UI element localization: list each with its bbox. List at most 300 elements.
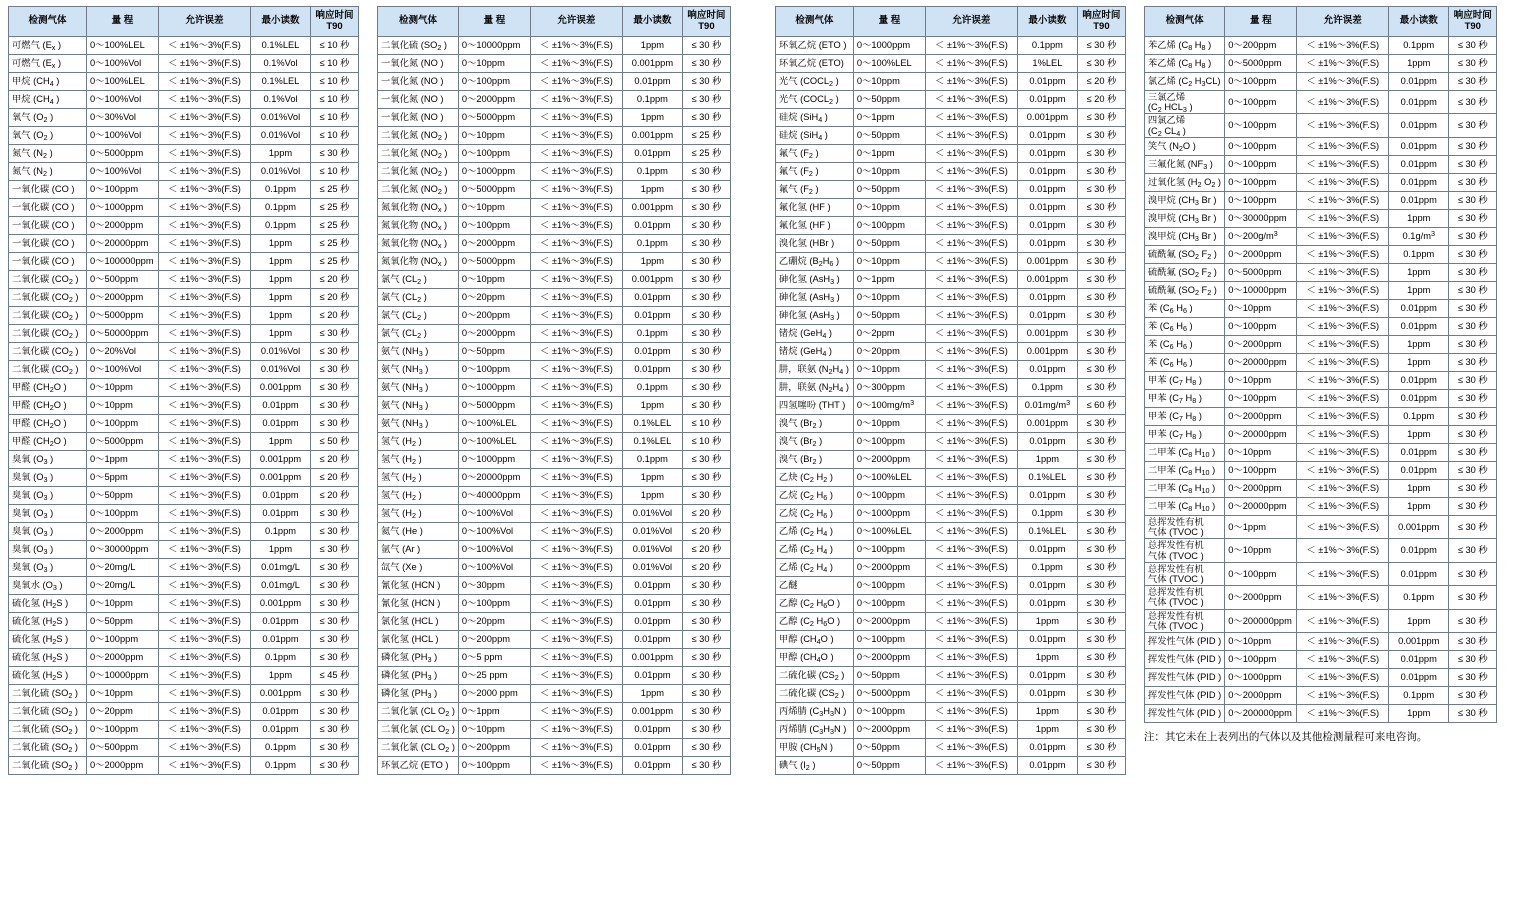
cell-range: 0～1ppm [853,145,925,163]
cell-tolerance: ＜ ±1%～3%(F.S) [925,631,1017,649]
cell-response: ≤ 10 秒 [311,73,359,91]
table-row [775,235,1125,253]
cell-tolerance: ＜ ±1%～3%(F.S) [159,451,251,469]
cell-gas: 一氧化氮 (NO ) [378,73,459,91]
cell-tolerance: ＜ ±1%～3%(F.S) [159,541,251,559]
cell-range: 0～50ppm [853,757,925,775]
cell-response: ≤ 30 秒 [1449,443,1497,461]
table-row [378,73,731,91]
table-row [775,757,1125,775]
table-row [775,73,1125,91]
cell-resolution: 0.01ppm [1389,539,1449,562]
cell-tolerance: ＜ ±1%～3%(F.S) [530,127,622,145]
table-row [1144,669,1496,687]
cell-response: ≤ 30 秒 [1449,335,1497,353]
cell-response: ≤ 30 秒 [1077,577,1125,595]
table-block-4 [1144,6,1497,744]
table-row [378,397,731,415]
cell-resolution: 1ppm [622,469,682,487]
cell-range: 0～2000ppm [458,325,530,343]
cell-gas: 二氧化碳 ($CO_2$ ) [9,361,87,379]
table-body-3 [775,37,1125,775]
cell-tolerance: ＜ ±1%～3%(F.S) [925,73,1017,91]
cell-tolerance: ＜ ±1%～3%(F.S) [925,451,1017,469]
cell-resolution: 0.01ppm [1017,127,1077,145]
cell-range: 0～100000ppm [87,253,159,271]
cell-gas: 光气 ($COCL_2$ ) [775,73,853,91]
table-row [378,703,731,721]
cell-tolerance: ＜ ±1%～3%(F.S) [925,739,1017,757]
cell-range: 0～100ppm [87,505,159,523]
table-row [378,505,731,523]
cell-gas: 锗烷 (GeH$_4$ ) [775,343,853,361]
cell-response: ≤ 30 秒 [682,703,730,721]
cell-tolerance: ＜ ±1%～3%(F.S) [530,253,622,271]
cell-response: ≤ 30 秒 [1077,757,1125,775]
cell-resolution: 0.01%Vol [622,559,682,577]
cell-resolution: 0.1ppm [622,163,682,181]
cell-response: ≤ 30 秒 [1077,487,1125,505]
table-row [378,325,731,343]
cell-gas: 总挥发性有机 气体 (TVOC ) [1144,562,1224,585]
cell-range: 0～50ppm [87,613,159,631]
cell-gas: 氨气 ($NH_3$ ) [378,343,459,361]
table-row [378,595,731,613]
cell-range: 0～1ppm [458,703,530,721]
cell-resolution: 1ppm [622,685,682,703]
cell-tolerance: ＜ ±1%～3%(F.S) [159,397,251,415]
cell-resolution: 1ppm [1389,425,1449,443]
cell-response: ≤ 30 秒 [1077,127,1125,145]
cell-response: ≤ 20 秒 [311,451,359,469]
cell-resolution: 0.01ppm [622,667,682,685]
cell-response: ≤ 30 秒 [682,217,730,235]
table-row [775,595,1125,613]
cell-range: 0～20000ppm [1225,425,1297,443]
cell-gas: 乙烷 ($C_2$ $H_6$ ) [775,505,853,523]
cell-response: ≤ 20 秒 [682,523,730,541]
cell-tolerance: ＜ ±1%～3%(F.S) [159,505,251,523]
cell-range: 0～10ppm [853,289,925,307]
cell-range: 0～200000ppm [1225,705,1297,723]
cell-resolution: 0.01ppm [1389,299,1449,317]
table-row [1144,263,1496,281]
cell-gas: 硫酰氟 ($SO_2$ $F_2$ ) [1144,281,1224,299]
table-row [1144,609,1496,632]
cell-resolution: 0.1ppm [1389,37,1449,55]
table-row [378,217,731,235]
cell-range: 0～10ppm [853,199,925,217]
cell-gas: 锗烷 (GeH$_4$ ) [775,325,853,343]
cell-resolution: 0.01mg/L [251,559,311,577]
table-columns [8,6,1524,775]
cell-gas: 四氯乙烯 ($C_2$ $CL_4$ ) [1144,114,1224,137]
cell-range: 0～1000ppm [458,379,530,397]
cell-range: 0～100ppm [458,217,530,235]
cell-resolution: 0.01ppm [622,361,682,379]
cell-range: 0～2000ppm [458,91,530,109]
table-row [378,541,731,559]
cell-tolerance: ＜ ±1%～3%(F.S) [530,37,622,55]
cell-range: 0～100ppm [853,487,925,505]
cell-tolerance: ＜ ±1%～3%(F.S) [925,127,1017,145]
cell-response: ≤ 30 秒 [1077,217,1125,235]
cell-gas: 硅烷 (SiH$_4$ ) [775,109,853,127]
table-row [1144,73,1496,91]
cell-gas: 挥发性气体 (PID ) [1144,705,1224,723]
cell-resolution: 0.01ppm [1017,199,1077,217]
cell-gas: 氢气 ($H_2$ ) [378,451,459,469]
table-body-2 [378,37,731,775]
cell-resolution: 1ppm [251,307,311,325]
cell-range: 0～30000ppm [87,541,159,559]
cell-gas: 臭氧 ($O_3$ ) [9,559,87,577]
cell-response: ≤ 30 秒 [682,307,730,325]
cell-range: 0～50ppm [87,487,159,505]
cell-resolution: 1ppm [1389,497,1449,515]
cell-resolution: 0.01ppm [1017,361,1077,379]
table-row [1144,586,1496,609]
table-row [9,325,359,343]
cell-gas: 硫酰氟 ($SO_2$ $F_2$ ) [1144,263,1224,281]
cell-response: ≤ 20 秒 [311,307,359,325]
cell-tolerance: ＜ ±1%～3%(F.S) [925,577,1017,595]
cell-response: ≤ 30 秒 [1449,371,1497,389]
table-row [775,631,1125,649]
cell-response: ≤ 30 秒 [682,613,730,631]
table-row [775,271,1125,289]
cell-range: 0～2000ppm [1225,586,1297,609]
cell-range: 0～5 ppm [458,649,530,667]
cell-gas: 肼，联氨 ($N_2H_4$ ) [775,379,853,397]
cell-tolerance: ＜ ±1%～3%(F.S) [1297,191,1389,209]
cell-response: ≤ 30 秒 [682,685,730,703]
cell-resolution: 0.1%LEL [251,37,311,55]
table-row [775,307,1125,325]
table-row [775,361,1125,379]
cell-tolerance: ＜ ±1%～3%(F.S) [1297,705,1389,723]
cell-resolution: 0.01ppm [1389,191,1449,209]
table-header-row [775,7,1125,37]
cell-range: 0～2000ppm [1225,245,1297,263]
cell-resolution: 0.01ppm [1017,145,1077,163]
cell-resolution: 0.01ppm [1017,487,1077,505]
cell-tolerance: ＜ ±1%～3%(F.S) [1297,407,1389,425]
cell-resolution: 1ppm [622,397,682,415]
cell-range: 0～100ppm [1225,155,1297,173]
cell-response: ≤ 30 秒 [1077,451,1125,469]
cell-gas: 溴气 ($Br_2$ ) [775,415,853,433]
cell-range: 0～20ppm [853,343,925,361]
table-row [378,289,731,307]
cell-tolerance: ＜ ±1%～3%(F.S) [530,523,622,541]
cell-resolution: 0.01ppm [622,595,682,613]
table-row [9,595,359,613]
cell-response: ≤ 30 秒 [1449,263,1497,281]
cell-range: 0～50ppm [853,91,925,109]
cell-range: 0～5000ppm [458,181,530,199]
cell-range: 0～100%Vol [458,505,530,523]
cell-range: 0～50ppm [853,667,925,685]
cell-range: 0～10ppm [1225,633,1297,651]
table-row [9,109,359,127]
cell-range: 0～100ppm [1225,191,1297,209]
table-row [9,73,359,91]
table-row [378,91,731,109]
cell-tolerance: ＜ ±1%～3%(F.S) [159,415,251,433]
cell-gas: 甲烷 ($CH_4$ ) [9,73,87,91]
cell-range: 0～1ppm [853,109,925,127]
cell-resolution: 0.1ppm [251,739,311,757]
cell-response: ≤ 30 秒 [311,721,359,739]
cell-range: 0～40000ppm [458,487,530,505]
cell-resolution: 0.1ppm [251,217,311,235]
cell-gas: 一氧化碳 (CO ) [9,181,87,199]
gas-table-1 [8,6,359,775]
cell-resolution: 1ppm [1017,451,1077,469]
table-row [775,451,1125,469]
cell-gas: 氧气 ($O_2$ ) [9,109,87,127]
cell-gas: 二氧化氯 (CL $O_2$ ) [378,721,459,739]
cell-response: ≤ 10 秒 [682,433,730,451]
cell-resolution: 0.1ppm [1017,559,1077,577]
column-header-3: 最小读数 [622,7,682,37]
cell-resolution: 0.01ppm [251,397,311,415]
cell-gas: 氮氧化物 ($NO_x$ ) [378,199,459,217]
cell-tolerance: ＜ ±1%～3%(F.S) [925,595,1017,613]
cell-range: 0～100ppm [853,595,925,613]
table-row [775,433,1125,451]
table-row [9,91,359,109]
cell-tolerance: ＜ ±1%～3%(F.S) [530,271,622,289]
cell-response: ≤ 30 秒 [1077,703,1125,721]
cell-range: $0\sim 100mg/m^3$ [853,397,925,415]
cell-response: ≤ 30 秒 [1449,155,1497,173]
cell-gas: 二氧化硫 ($SO_2$ ) [9,721,87,739]
cell-response: ≤ 30 秒 [1077,613,1125,631]
cell-response: ≤ 30 秒 [311,343,359,361]
cell-tolerance: ＜ ±1%～3%(F.S) [530,469,622,487]
cell-tolerance: ＜ ±1%～3%(F.S) [925,397,1017,415]
cell-gas: 苯 ($C_6$ $H_6$ ) [1144,353,1224,371]
cell-response: ≤ 30 秒 [1449,651,1497,669]
cell-response: ≤ 30 秒 [1077,361,1125,379]
cell-gas: 氨气 ($NH_3$ ) [378,379,459,397]
cell-tolerance: ＜ ±1%～3%(F.S) [1297,209,1389,227]
cell-resolution: 0.01ppm [1017,595,1077,613]
cell-range: 0～2000ppm [458,235,530,253]
cell-resolution: 0.01ppm [622,721,682,739]
cell-range: 0～20mg/L [87,577,159,595]
cell-tolerance: ＜ ±1%～3%(F.S) [925,217,1017,235]
cell-gas: 氟气 ($F_2$ ) [775,181,853,199]
cell-response: ≤ 10 秒 [682,415,730,433]
cell-resolution: 0.01%Vol [251,343,311,361]
cell-tolerance: ＜ ±1%～3%(F.S) [925,181,1017,199]
cell-response: ≤ 30 秒 [1449,669,1497,687]
cell-response: ≤ 10 秒 [311,55,359,73]
table-row [9,613,359,631]
cell-range: 0～2000ppm [853,649,925,667]
table-row [378,433,731,451]
cell-tolerance: ＜ ±1%～3%(F.S) [530,235,622,253]
cell-gas: 硅烷 (SiH$_4$ ) [775,127,853,145]
cell-response: ≤ 30 秒 [1077,649,1125,667]
table-row [775,721,1125,739]
cell-resolution: 0.1ppm [251,649,311,667]
cell-response: ≤ 30 秒 [311,379,359,397]
cell-gas: 溴气 ($Br_2$ ) [775,433,853,451]
cell-range: 0～10ppm [87,379,159,397]
cell-range: 0～50ppm [458,343,530,361]
cell-response: ≤ 25 秒 [311,253,359,271]
cell-resolution: 1ppm [1389,353,1449,371]
cell-gas: 二氧化硫 ($SO_2$ ) [9,685,87,703]
cell-gas: 甲醇 ($CH_4O$ ) [775,649,853,667]
cell-tolerance: ＜ ±1%～3%(F.S) [530,325,622,343]
cell-tolerance: ＜ ±1%～3%(F.S) [159,199,251,217]
cell-gas: 甲醛 ($CH_2O$ ) [9,379,87,397]
cell-gas: 氯气 ($CL_2$ ) [378,271,459,289]
cell-range: 0～100%Vol [87,91,159,109]
table-row [9,667,359,685]
cell-gas: 乙炔 ($C_2$ $H_2$ ) [775,469,853,487]
cell-response: ≤ 30 秒 [1449,137,1497,155]
cell-resolution: 1ppm [251,541,311,559]
table-row [1144,114,1496,137]
cell-gas: 总挥发性有机 气体 (TVOC ) [1144,609,1224,632]
cell-resolution: 0.01ppm [622,631,682,649]
cell-tolerance: ＜ ±1%～3%(F.S) [1297,633,1389,651]
table-row [1144,299,1496,317]
cell-tolerance: ＜ ±1%～3%(F.S) [925,523,1017,541]
cell-gas: 一氧化碳 (CO ) [9,199,87,217]
cell-resolution: 0.1ppm [1389,687,1449,705]
cell-range: 0～2000ppm [853,559,925,577]
cell-tolerance: ＜ ±1%～3%(F.S) [925,163,1017,181]
cell-gas: 甲醛 ($CH_2O$ ) [9,415,87,433]
cell-range: 0～100ppm [1225,317,1297,335]
cell-resolution: 0.1ppm [622,235,682,253]
cell-gas: 氟气 ($F_2$ ) [775,145,853,163]
cell-tolerance: ＜ ±1%～3%(F.S) [925,55,1017,73]
table-row [775,127,1125,145]
cell-gas: 四氢噻吩 (THT ) [775,397,853,415]
cell-response: ≤ 30 秒 [1077,523,1125,541]
cell-resolution: 0.1%Vol [251,55,311,73]
table-row [1144,91,1496,114]
cell-resolution: 0.01ppm [1017,91,1077,109]
cell-range: 0～20ppm [458,613,530,631]
table-row [775,523,1125,541]
cell-range: 0～5000ppm [1225,55,1297,73]
cell-gas: 二氧化硫 ($SO_2$ ) [9,739,87,757]
cell-gas: 可燃气 ($E_x$ ) [9,37,87,55]
cell-tolerance: ＜ ±1%～3%(F.S) [1297,461,1389,479]
cell-range: 0～25 ppm [458,667,530,685]
cell-resolution: $0.1g/m^3$ [1389,227,1449,245]
cell-response: ≤ 30 秒 [682,469,730,487]
cell-tolerance: ＜ ±1%～3%(F.S) [925,721,1017,739]
table-row [378,235,731,253]
cell-resolution: 0.01ppm [622,73,682,91]
cell-resolution: 0.01ppm [1389,317,1449,335]
cell-resolution: 1ppm [251,235,311,253]
cell-response: ≤ 30 秒 [1449,515,1497,538]
table-row [1144,479,1496,497]
table-row [1144,651,1496,669]
cell-tolerance: ＜ ±1%～3%(F.S) [530,451,622,469]
cell-tolerance: ＜ ±1%～3%(F.S) [159,469,251,487]
cell-range: 0～10ppm [1225,371,1297,389]
cell-response: ≤ 30 秒 [1077,505,1125,523]
cell-gas: 氟化氢 (HF ) [775,199,853,217]
cell-tolerance: ＜ ±1%～3%(F.S) [1297,37,1389,55]
cell-range: 0～1ppm [853,271,925,289]
cell-gas: 光气 ($COCL_2$ ) [775,91,853,109]
cell-range: 0～30%Vol [87,109,159,127]
cell-resolution: 0.001ppm [1389,515,1449,538]
cell-resolution: 0.01ppm [622,289,682,307]
cell-gas: 挥发性气体 (PID ) [1144,669,1224,687]
cell-tolerance: ＜ ±1%～3%(F.S) [1297,317,1389,335]
cell-resolution: 1ppm [251,253,311,271]
cell-response: ≤ 10 秒 [311,109,359,127]
cell-response: ≤ 30 秒 [1077,469,1125,487]
cell-response: ≤ 30 秒 [682,397,730,415]
cell-gas: 氙气 (Xe ) [378,559,459,577]
cell-range: 0～2000ppm [87,289,159,307]
cell-resolution: 0.01ppm [1389,669,1449,687]
cell-resolution: 0.01%Vol [622,541,682,559]
table-row [378,307,731,325]
cell-tolerance: ＜ ±1%～3%(F.S) [1297,335,1389,353]
cell-tolerance: ＜ ±1%～3%(F.S) [159,307,251,325]
cell-tolerance: ＜ ±1%～3%(F.S) [1297,245,1389,263]
cell-resolution: 0.001ppm [251,685,311,703]
cell-response: ≤ 30 秒 [311,361,359,379]
cell-tolerance: ＜ ±1%～3%(F.S) [159,667,251,685]
cell-response: ≤ 30 秒 [682,55,730,73]
cell-resolution: 0.01ppm [622,145,682,163]
table-row [775,685,1125,703]
cell-resolution: 1%LEL [1017,55,1077,73]
table-row [1144,137,1496,155]
cell-tolerance: ＜ ±1%～3%(F.S) [1297,371,1389,389]
cell-gas: 氮气 ($N_2$ ) [9,145,87,163]
column-header-3: 最小读数 [1389,7,1449,37]
cell-tolerance: ＜ ±1%～3%(F.S) [530,217,622,235]
cell-resolution: 1ppm [1017,649,1077,667]
cell-range: 0～200000ppm [1225,609,1297,632]
cell-gas: 氨气 ($NH_3$ ) [378,397,459,415]
cell-gas: 氨气 ($NH_3$ ) [378,415,459,433]
cell-response: ≤ 30 秒 [1449,497,1497,515]
table-row [378,127,731,145]
cell-tolerance: ＜ ±1%～3%(F.S) [159,739,251,757]
cell-range: 0～30ppm [458,577,530,595]
table-row [9,271,359,289]
cell-resolution: 0.001ppm [622,55,682,73]
cell-resolution: 0.01ppm [1389,137,1449,155]
cell-resolution: 0.001ppm [1017,271,1077,289]
cell-gas: 二氧化氯 (CL $O_2$ ) [378,703,459,721]
cell-gas: 二氧化碳 ($CO_2$ ) [9,307,87,325]
cell-resolution: 1ppm [1017,703,1077,721]
cell-range: 0～50ppm [853,739,925,757]
cell-resolution: 1ppm [622,181,682,199]
cell-response: ≤ 30 秒 [1449,479,1497,497]
